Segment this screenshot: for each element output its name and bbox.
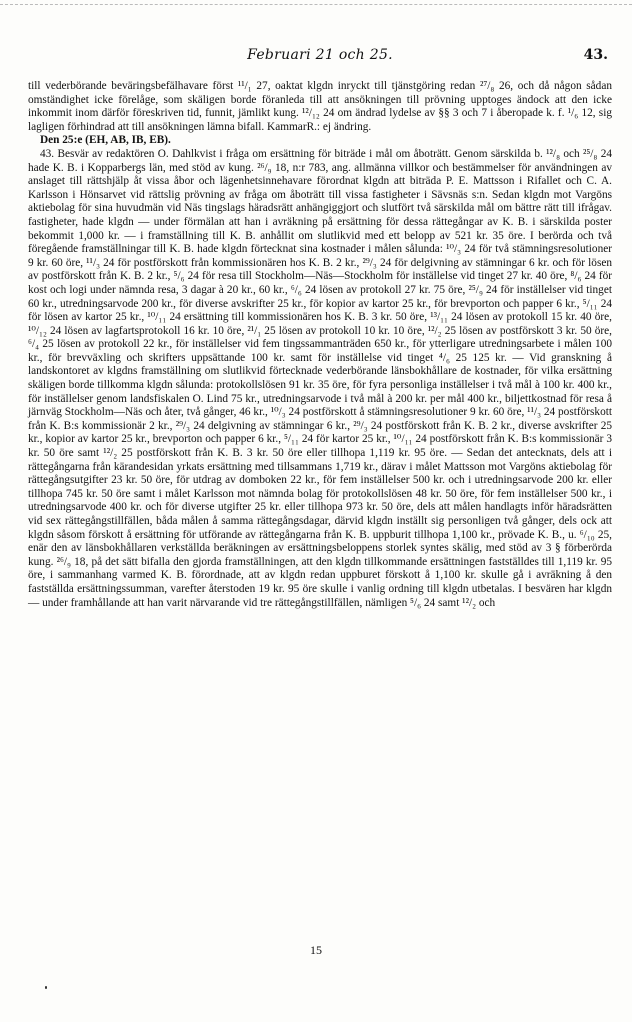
paragraph-continuation: till vederbörande beväringsbefälhavare först ¹¹/₁ 27, oaktat klgdn inryckt till tjänstgöring redan ²⁷/₈ 26, och då någon sådan omständighet icke förelåge, som skäligen borde föranleda till att ansökningen till prövning upptoges ändock att den icke inkommit inom därför föreskriven tid, funnit, jämlikt kung. ¹²/₁₂ 24 om ändrad lydelse av §§ 3 och 7 i åberopade k. f. ¹/₆ 12, sig lagligen förhindrad att till ansökningen lämna bifall. KammarR.: ej ändring. bbox=[28, 80, 612, 133]
body-text bbox=[28, 80, 612, 610]
scan-speck bbox=[45, 986, 47, 989]
date-heading-text: Den 25:e (EH, AB, IB, EB). bbox=[40, 134, 171, 147]
page-number: 43. bbox=[583, 47, 608, 63]
scan-edge-rule bbox=[0, 4, 632, 5]
case-paragraph: 43. Besvär av redaktören O. Dahlkvist i fråga om ersättning för biträde i mål om åboträtt. Genom särskilda b. ¹²/₈ och ²⁵/₈ 24 hade K. B. i Kopparbergs län, med stöd av kung. ²⁶/₉ 18, n:r 783, ang. allmänna villkor och bestämmelser för användningen av anslaget till rättshjälp åt vissa åbor och lägenhetsinnehavare förordnat klgdn att biträda P. E. Mattsson i Rifallet och C. A. Karlsson i Hönsarvet vid rättslig prövning av fråga om åboträtt till vissa fastigheter i Sävsnäs s:n. Sedan klgdn mot Vargöns aktiebolag för sina huvudmän vid Näs tingslags häradsrätt anhängiggjort och slutfört två särskilda mål om bättre rätt till ifrågav. fastigheter, hade klgdn — under förmälan att han i avräkning på ersättning för dessa rättegångar av K. B. i särskilda poster bekommit 1,000 kr. — i framställning till K. B. anhållit om slutlikvid med ett belopp av 521 kr. 35 öre. I berörda och två föregående framställningar till K. B. hade klgdn förtecknat sina kostnader i målen sålunda: ¹⁰/₃ 24 för två stämningsresolutioner 9 kr. 60 öre, ¹¹/₃ 24 för postförskott från kommissionären hos K. B. 2 kr., ²⁹/₃ 24 för delgivning av stämningar 6 kr. och för lösen av postförskott från K. B. 2 kr., ⁵/₆ 24 för resa till Stockholm—Näs—Stockholm för inställelse vid tinget 27 kr. 40 öre, ⁸/₆ 24 för kost och logi under nämnda resa, 3 dagar à 20 kr., 60 kr., ⁶/₆ 24 lösen av protokoll 27 kr. 75 öre, ²⁵/₉ 24 för inställelser vid tinget 60 kr., utredningsarvode 200 kr., för diverse avskrifter 25 kr., för kopior av kartor 25 kr., för brevporton och papper 6 kr., ⁵/₁₁ 24 för lösen av kartor 25 kr., ¹⁰/₁₁ 24 ersättning till kommissionären hos K. B. 3 kr. 50 öre, ¹³/₁₁ 24 lösen av protokoll 15 kr. 40 öre, ¹⁰/₁₂ 24 lösen av lagfartsprotokoll 16 kr. 10 öre, ²¹/₁ 25 lösen av protokoll 10 kr. 10 öre, ¹²/₂ 25 lösen av postförskott 3 kr. 50 öre, ⁶/₄ 25 lösen av protokoll 22 kr., för inställelser vid fem tingssammanträden 650 kr., för ytterligare utredningsarbete i målen 100 kr., för brevväxling och skrifters uppsättande 100 kr. samt för inställelse vid tinget ⁴/₆ 25 125 kr. — Vid granskning å landskontoret av klgdns framställning om slutlikvid förtecknade vederbörande länsbokhållare de kostnader, för vilka ersättning skäligen borde tillkomma klgdn sålunda: protokollslösen 91 kr. 35 öre, för fyra personliga inställelser i två mål à 100 kr. 400 kr., för inställelser genom landsfiskalen O. Lind 75 kr., utredningsarvode i två mål à 200 kr. per mål 400 kr., biljettkostnad för resa å järnväg Stockholm—Näs och åter, två gånger, 46 kr., ¹⁰/₃ 24 postförskott å stämningsresolutioner 9 kr. 60 öre, ¹¹/₃ 24 postförskott från K. B:s kommissionär 2 kr., ²⁹/₃ 24 delgivning av stämningar 6 kr., ²⁹/₃ 24 postförskott från K. B. 2 kr., diverse avskrifter 25 kr., kopior av kartor 25 kr., brevporton och papper 6 kr., ⁵/₁₁ 24 för kartor 25 kr., ¹⁰/₁₁ 24 postförskott från K. B:s kommissionär 3 kr. 50 öre samt ¹²/₂ 25 postförskott från K. B. 3 kr. 50 öre eller tillhopa 1,119 kr. 95 öre. — Sedan det antecknats, dels att i rättegångarna från kärandesidan yrkats ersättning med tillsammans 1,719 kr., därav i målet Mattsson mot Vargöns aktiebolag för rättegångsutgifter 23 kr. 50 öre, för utdrag av domboken 22 kr., för fem inställelser 500 kr. och i utredningsarvode 200 kr. eller tillhopa 745 kr. 50 öre samt i målet Karlsson mot nämnda bolag för protokollslösen 48 kr. 50 öre, för fem inställelser 500 kr., i utredningsarvode 400 kr. och för diverse utgifter 25 kr. eller tillhopa 973 kr. 50 öre, dels att målen handlagts inför häradsrätten vid sex rättegångstillfällen, båda målen å samma rättegångsdagar, därvid klgdn inställt sig personligen två gånger, dels ock att klgdn såsom förskott å ersättning för utförande av rättegångarna från K. B. uppburit tillhopa 1,100 kr., prövade K. B., u. ⁶/₁₀ 25, enär den av länsbokhållaren verkställda beräkningen av ersättningsbeloppens storlek syntes skälig, med stöd av 3 § förberörda kung. ²⁶/₉ 18, på det sätt bifalla den gjorda framställningen, att den klgdn tillkommande ersättningen fastställdes till 1,119 kr. 95 öre, i sammanhang varmed K. B. förordnade, att av klgdn redan uppburet förskott å 1,100 kr. skulle gå i avräkning å den fastställda ersättningssumman, varefter återstoden 19 kr. 95 öre skulle i vanlig ordning till klgdn utbetalas. I besvären har klgdn — under framhållande att han varit närvarande vid tre rättegångstillfällen, nämligen ⁵/₆ 24 samt ¹²/₂ och bbox=[28, 147, 612, 609]
date-heading bbox=[28, 134, 612, 148]
running-head bbox=[28, 47, 612, 67]
signature-mark: 15 bbox=[310, 943, 322, 957]
running-head-title: Februari 21 och 25. bbox=[247, 47, 393, 63]
